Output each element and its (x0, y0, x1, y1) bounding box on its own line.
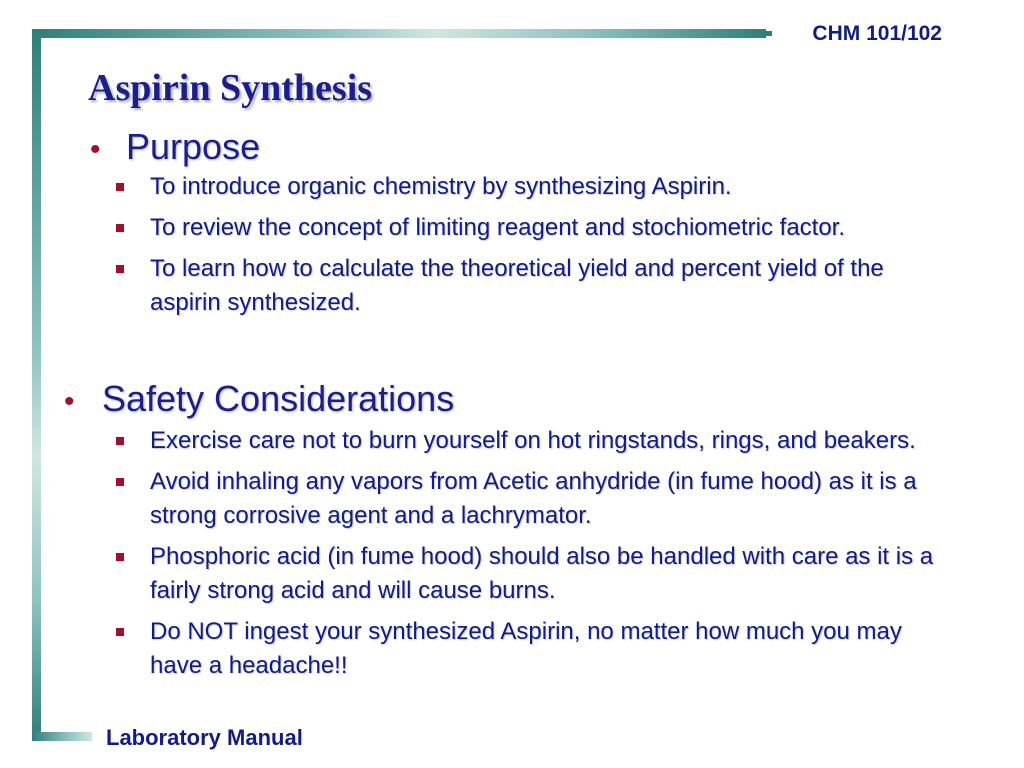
safety-list (116, 424, 950, 683)
square-bullet-icon (116, 224, 124, 232)
frame-bottom-bar (32, 732, 92, 741)
list-item (116, 211, 950, 245)
purpose-section (90, 126, 950, 327)
safety-section (64, 378, 950, 690)
list-item-text: Do NOT ingest your synthesized Aspirin, no matter how much you may have a headache!! (150, 618, 902, 679)
list-item-text: To introduce organic chemistry by synthesizing Aspirin. (150, 173, 732, 200)
square-bullet-icon (116, 183, 124, 191)
list-item-text: Avoid inhaling any vapors from Acetic anhydride (in fume hood) as it is a strong corrosive agent and a lachrymator. (150, 468, 917, 529)
square-bullet-icon (116, 478, 124, 486)
frame-top-bar (32, 29, 766, 38)
list-item (116, 252, 950, 320)
list-item (116, 424, 950, 458)
list-item-text: Phosphoric acid (in fume hood) should also be handled with care as it is a fairly strong acid and will cause burns. (150, 543, 934, 604)
footer-label: Laboratory Manual (106, 725, 303, 750)
square-bullet-icon (116, 265, 124, 273)
list-item-text: To learn how to calculate the theoretical yield and percent yield of the aspirin synthesized. (150, 255, 884, 316)
slide-title: Aspirin Synthesis (88, 67, 373, 109)
square-bullet-icon (116, 553, 124, 561)
safety-heading (64, 378, 950, 420)
list-item (116, 540, 950, 608)
bullet-dot-icon: • (64, 385, 75, 418)
course-tag: CHM 101/102 (812, 22, 942, 45)
square-bullet-icon (116, 628, 124, 636)
purpose-heading (90, 126, 950, 168)
list-item-text: Exercise care not to burn yourself on hot ringstands, rings, and beakers. (150, 427, 916, 454)
square-bullet-icon (116, 437, 124, 445)
purpose-label: Purpose (126, 126, 261, 167)
bullet-dot-icon: • (90, 133, 101, 166)
list-item-text: To review the concept of limiting reagent and stochiometric factor. (150, 214, 846, 241)
list-item (116, 615, 950, 683)
purpose-list (116, 170, 950, 320)
safety-label: Safety Considerations (102, 378, 455, 419)
frame-top-bar-end (766, 31, 772, 36)
frame-left-bar (32, 29, 41, 741)
list-item (116, 170, 950, 204)
list-item (116, 465, 950, 533)
